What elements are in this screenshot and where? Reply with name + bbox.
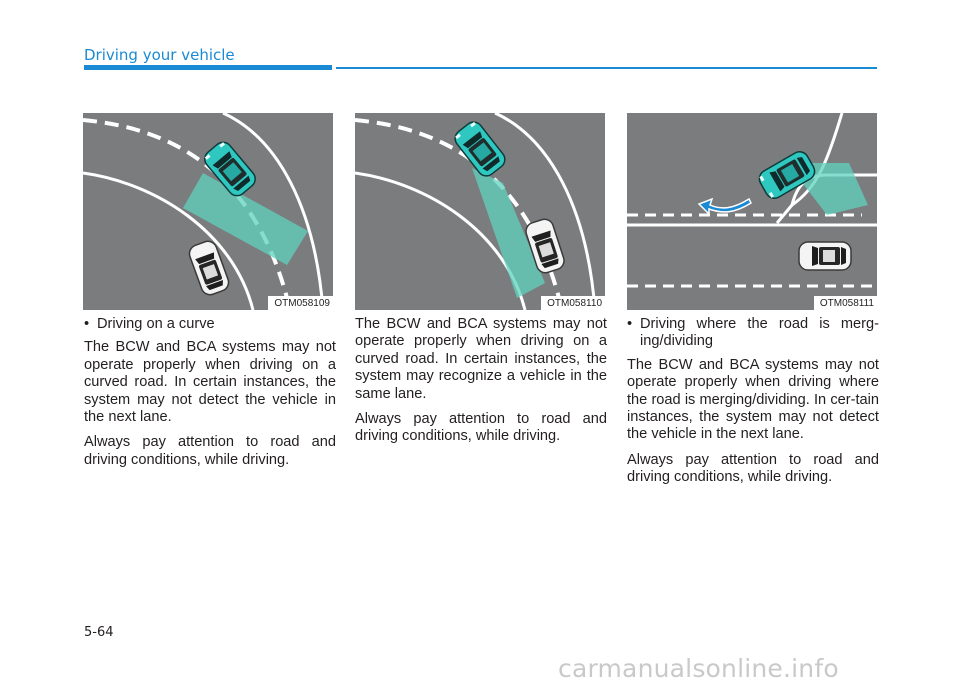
page-number: 5-64 [84, 625, 114, 640]
bullet-item: • Driving where the road is merg-ing/dividing [627, 316, 879, 351]
figure-merging-road [627, 113, 877, 310]
paragraph: Always pay attention to road and driving conditions, while driving. [627, 451, 879, 486]
column-1 [84, 316, 336, 477]
watermark: carmanualsonline.info [558, 654, 839, 683]
column-3 [627, 316, 879, 495]
curve-road-illustration [355, 113, 605, 310]
bullet-item: • Driving on a curve [84, 316, 336, 333]
paragraph: The BCW and BCA systems may not operate properly when driving where the road is merging/dividing. In cer-tain instances, the system may not detect the vehicle in the next lane. [627, 356, 879, 443]
figure-curve-next-lane [83, 113, 333, 310]
merging-road-illustration [627, 113, 877, 310]
paragraph: The BCW and BCA systems may not operate properly when driving on a curved road. In certain instances, the system may recognize a vehicle in the same lane. [355, 316, 607, 402]
figure-code: OTM058110 [541, 296, 605, 310]
figure-curve-same-lane [355, 113, 605, 310]
column-2 [355, 316, 607, 454]
header-rule-thin [336, 67, 877, 69]
white-car-icon [799, 242, 851, 270]
section-title: Driving your vehicle [84, 46, 235, 64]
white-car-icon [187, 239, 231, 297]
paragraph: Always pay attention to road and driving conditions, while driving. [355, 411, 607, 445]
curve-road-illustration [83, 113, 333, 310]
paragraph: Always pay attention to road and driving conditions, while driving. [84, 434, 336, 468]
teal-car-icon [452, 118, 509, 179]
teal-car-icon [756, 149, 818, 202]
header-rule-thick [84, 65, 332, 70]
figure-code: OTM058109 [268, 296, 333, 310]
paragraph: The BCW and BCA systems may not operate properly when driving on a curved road. In certain instances, the system may not detect the vehicle in the next lane. [84, 339, 336, 426]
figure-code: OTM058111 [814, 296, 877, 310]
merge-arrow-icon [699, 199, 751, 214]
